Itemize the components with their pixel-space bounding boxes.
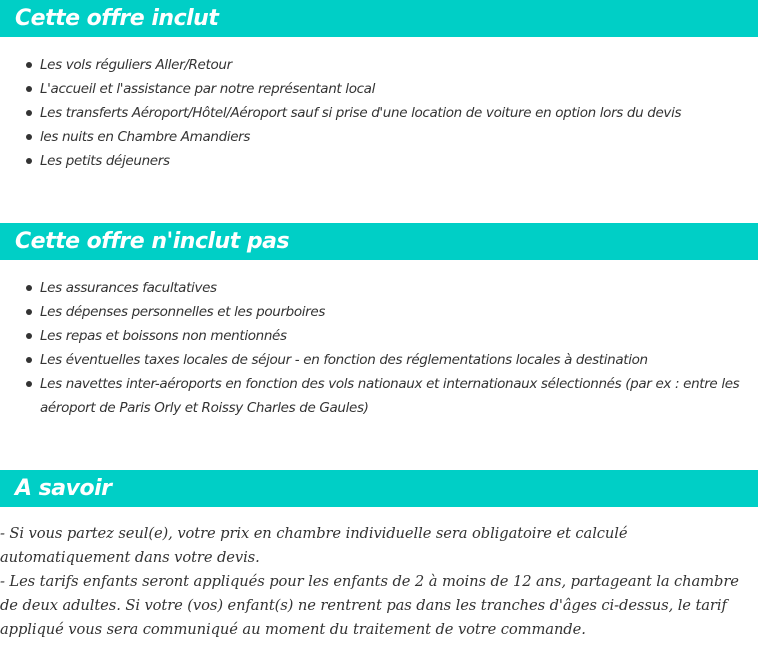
list-item: Les vols réguliers Aller/Retour <box>0 53 740 77</box>
list-item: Les dépenses personnelles et les pourboires <box>0 300 740 324</box>
exclut-list <box>0 276 740 420</box>
savoir-text <box>0 522 752 642</box>
section-title-inclut: Cette offre inclut <box>0 0 758 37</box>
list-item: Les assurances facultatives <box>0 276 740 300</box>
savoir-paragraph: - Si vous partez seul(e), votre prix en chambre individuelle sera obligatoire et calculé automatiquement dans votre devis. <box>0 525 628 566</box>
list-item: Les petits déjeuners <box>0 149 740 173</box>
list-item: les nuits en Chambre Amandiers <box>0 125 740 149</box>
list-item: Les navettes inter-aéroports en fonction des vols nationaux et internationaux sélectionnés (par ex : entre les aéroport de Paris Orly et Roissy Charles de Gaules) <box>0 372 740 420</box>
list-item: Les transferts Aéroport/Hôtel/Aéroport sauf si prise d'une location de voiture en option lors du devis <box>0 101 740 125</box>
section-title-exclut: Cette offre n'inclut pas <box>0 223 758 260</box>
savoir-paragraph: - Les tarifs enfants seront appliqués pour les enfants de 2 à moins de 12 ans, partageant la chambre de deux adultes. Si votre (vos) enfant(s) ne rentrent pas dans les tranches d'âges ci-dessus, le tarif appliqué vous sera communiqué au moment du traitement de votre commande. <box>0 573 739 638</box>
list-item: Les repas et boissons non mentionnés <box>0 324 740 348</box>
list-item: L'accueil et l'assistance par notre représentant local <box>0 77 740 101</box>
inclut-list <box>0 53 740 173</box>
list-item: Les éventuelles taxes locales de séjour - en fonction des réglementations locales à destination <box>0 348 740 372</box>
section-title-savoir: A savoir <box>0 470 758 507</box>
